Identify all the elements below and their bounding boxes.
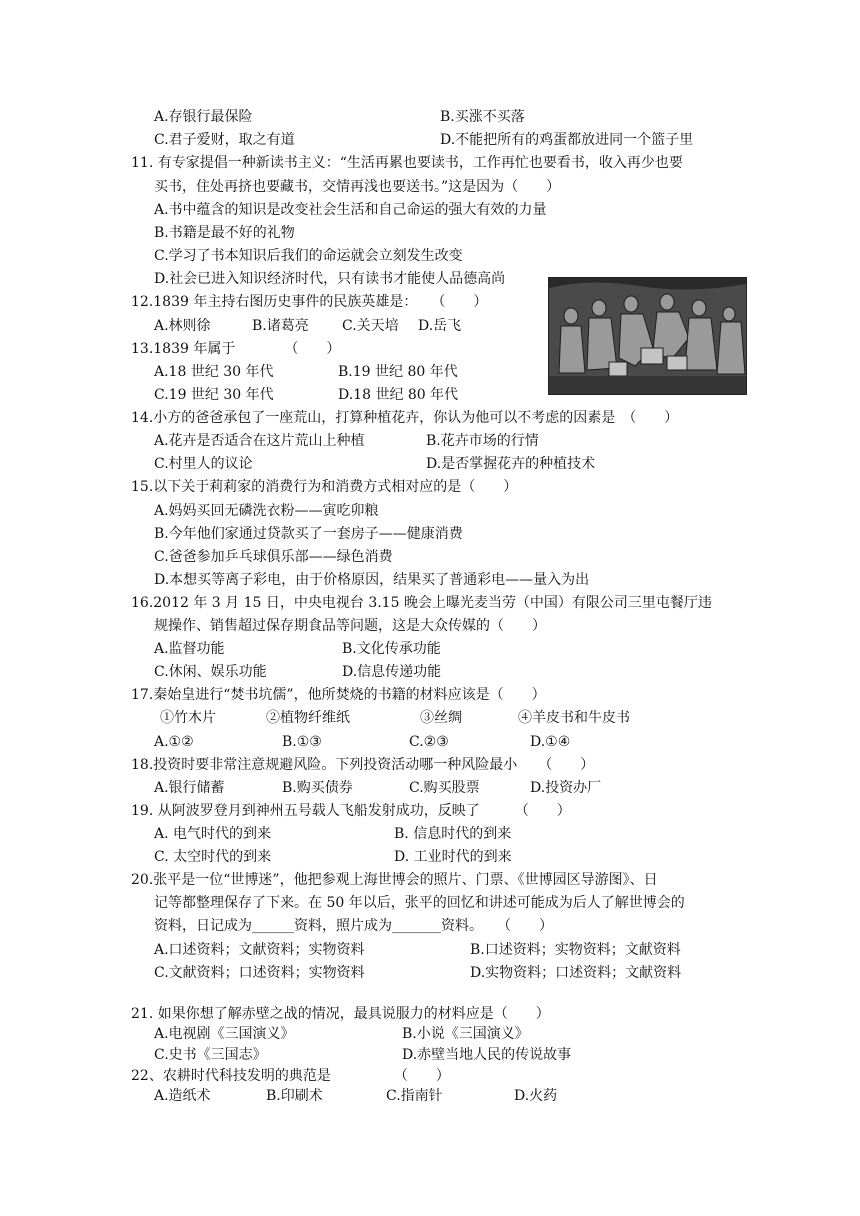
q11-stem-line2: 买书，住处再挤也要藏书，交情再浅也要送书。”这是因为（ ） [154,179,561,195]
q19-option-b: B. 信息时代的到来 [394,826,512,842]
q13-option-b: B.19 世纪 80 年代 [338,364,458,380]
q20-stem-line2: 记等都整理保存了下来。在 50 年以后，张平的回忆和讲述可能成为后人了解世博会的 [154,895,685,911]
q18-option-a: A.银行储蓄 [154,780,225,796]
q15-option-b: B.今年他们家通过贷款买了一套房子——健康消费 [154,526,463,542]
q10-option-c: C.君子爱财，取之有道 [154,132,295,148]
q16-stem-line2: 规操作、销售超过保存期食品等问题，这是大众传媒的（ ） [154,618,546,634]
q12-option-a: A.林则徐 [154,318,211,334]
q14-option-b: B.花卉市场的行情 [426,433,539,449]
q12-option-b: B.诸葛亮 [252,318,309,334]
history-relief-image [548,277,747,395]
q14-option-d: D.是否掌握花卉的种植技术 [426,456,596,472]
q16-option-a: A.监督功能 [154,641,225,657]
q22-option-c: C.指南针 [386,1088,443,1104]
q16-stem-line1: 16.2012 年 3 月 15 日，中央电视台 3.15 晚会上曝光麦当劳（中国）有限公司三里屯餐厅违 [131,595,712,611]
q11-option-d: D.社会已进入知识经济时代，只有读书才能使人品德高尚 [154,271,506,287]
q22-stem: 22、农耕时代科技发明的典范是 （ ） [131,1068,450,1084]
q16-option-b: B.文化传承功能 [342,641,441,657]
q17-item-3: ③丝绸 [420,710,462,726]
q10-option-a: A.存银行最保险 [154,109,253,125]
q13-option-d: D.18 世纪 80 年代 [338,387,459,403]
relief-carving-figures [549,278,746,394]
q17-option-b: B.①③ [282,734,322,750]
q17-item-2: ②植物纤维纸 [266,710,350,726]
q18-option-d: D.投资办厂 [530,780,602,796]
q21-option-a: A.电视剧《三国演义》 [154,1026,295,1042]
q17-option-a: A.①② [154,734,194,750]
q20-option-c: C.文献资料；口述资料；实物资料 [154,965,365,981]
q11-stem-line1: 11. 有专家提倡一种新读书主义：“生活再累也要读书，工作再忙也要看书，收入再少也要 [131,155,683,171]
q22-option-d: D.火药 [514,1088,558,1104]
q17-stem: 17.秦始皇进行“焚书坑儒”，他所焚烧的书籍的材料应该是（ ） [131,687,546,703]
q15-option-a: A.妈妈买回无磷洗衣粉——寅吃卯粮 [154,503,379,519]
q20-option-a: A.口述资料；文献资料；实物资料 [154,942,365,958]
q15-option-c: C.爸爸参加乒乓球俱乐部——绿色消费 [154,549,393,565]
q20-stem-line1: 20.张平是一位“世博迷”，他把参观上海世博会的照片、门票、《世博园区导游图》、日 [131,872,658,888]
q20-option-d: D.实物资料；口述资料；文献资料 [470,965,682,981]
q21-option-d: D.赤壁当地人民的传说故事 [402,1047,572,1063]
q17-option-c: C.②③ [409,734,449,750]
q10-option-b: B.买涨不买落 [440,109,525,125]
q12-option-d: D.岳飞 [418,318,462,334]
q18-option-c: C.购买股票 [409,780,480,796]
q15-stem: 15.以下关于莉莉家的消费行为和消费方式相对应的是（ ） [131,479,518,495]
q13-option-a: A.18 世纪 30 年代 [154,364,274,380]
q18-stem: 18.投资时要非常注意规避风险。下列投资活动哪一种风险最小 （ ） [131,757,595,773]
q16-option-d: D.信息传递功能 [342,664,442,680]
q10-option-d: D.不能把所有的鸡蛋都放进同一个篮子里 [440,132,694,148]
q19-stem: 19. 从阿波罗登月到神州五号载人飞船发射成功，反映了 （ ） [131,803,571,819]
q15-option-d: D.本想买等离子彩电，由于价格原因，结果买了普通彩电——量入为出 [154,572,590,588]
q21-stem: 21. 如果你想了解赤壁之战的情况，最具说服力的材料应是（ ） [131,1006,550,1022]
q11-option-c: C.学习了书本知识后我们的命运就会立刻发生改变 [154,248,463,264]
q17-option-d: D.①④ [530,734,571,750]
q21-option-c: C.史书《三国志》 [154,1047,267,1063]
q22-option-a: A.造纸术 [154,1088,211,1104]
q13-stem: 13.1839 年属于 （ ） [131,341,341,357]
q20-option-b: B.口述资料；实物资料；文献资料 [470,942,681,958]
q12-option-c: C.关天培 [342,318,399,334]
q19-option-c: C. 太空时代的到来 [154,849,272,865]
q16-option-c: C.休闲、娱乐功能 [154,664,267,680]
q14-option-a: A.花卉是否适合在这片荒山上种植 [154,433,365,449]
q18-option-b: B.购买债券 [282,780,353,796]
q19-option-d: D. 工业时代的到来 [394,849,512,865]
q19-option-a: A. 电气时代的到来 [154,826,272,842]
q21-option-b: B.小说《三国演义》 [402,1026,529,1042]
q11-option-b: B.书籍是最不好的礼物 [154,225,295,241]
q17-item-4: ④羊皮书和牛皮书 [518,710,630,726]
q14-stem: 14.小方的爸爸承包了一座荒山，打算种植花卉，你认为他可以不考虑的因素是 （ ） [131,410,679,426]
q14-option-c: C.村里人的议论 [154,456,253,472]
q13-option-c: C.19 世纪 30 年代 [154,387,274,403]
q11-option-a: A.书中蕴含的知识是改变社会生活和自己命运的强大有效的力量 [154,202,547,218]
q17-item-1: ①竹木片 [160,710,216,726]
q22-option-b: B.印刷术 [266,1088,323,1104]
q12-stem: 12.1839 年主持右图历史事件的民族英雄是： （ ） [131,294,488,310]
q20-stem-line3: 资料，日记成为______资料，照片成为_______资料。 （ ） [154,918,553,934]
